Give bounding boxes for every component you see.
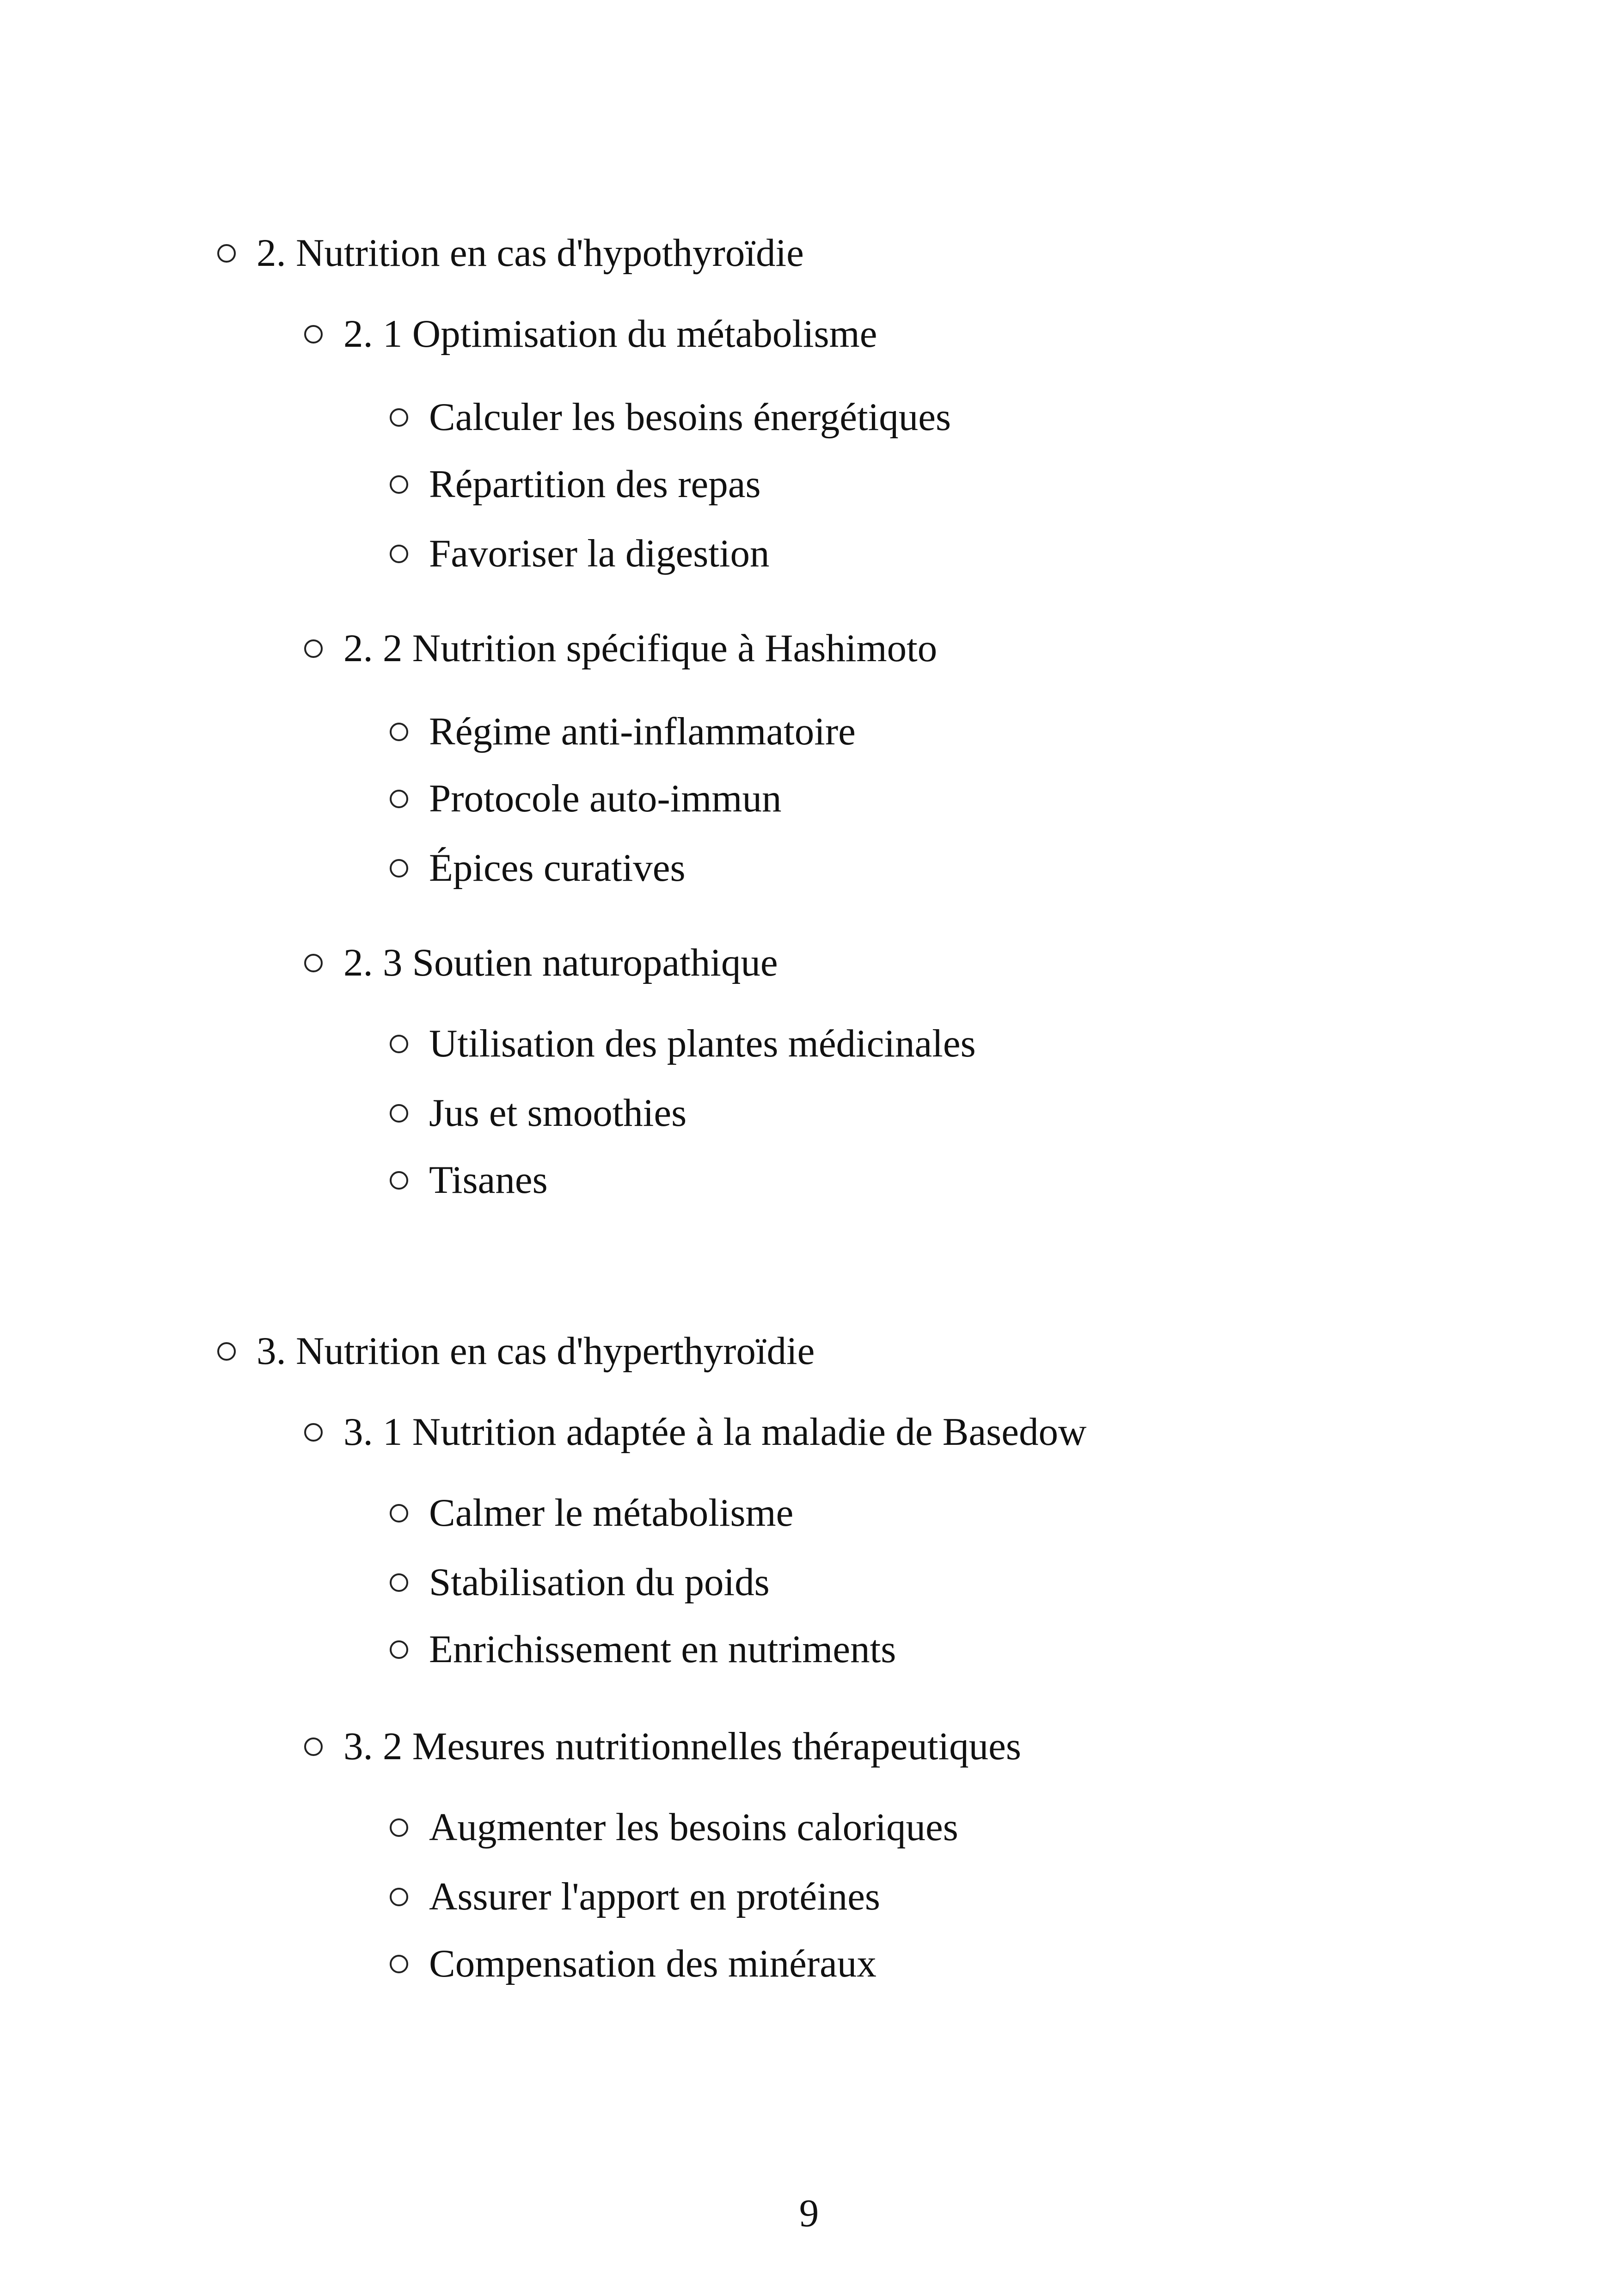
outline-item-text: Tisanes (429, 1158, 548, 1202)
circle-bullet-icon (390, 859, 408, 878)
circle-bullet-icon (390, 1104, 408, 1123)
outline-item-text: Épices curatives (429, 846, 686, 890)
subsection-title: 2. 3 Soutien naturopathique (343, 941, 778, 984)
outline-item-level2 (304, 314, 877, 354)
circle-bullet-icon (217, 1342, 236, 1361)
outline-item-text: Répartition des repas (429, 462, 761, 506)
outline-item-level3 (390, 395, 951, 439)
outline-item-level3 (390, 534, 770, 573)
circle-bullet-icon (390, 475, 408, 494)
outline-item-level3 (390, 848, 686, 888)
outline-item-level3 (390, 1560, 770, 1604)
subsection-title: 3. 2 Mesures nutritionnelles thérapeutiques (343, 1725, 1021, 1768)
outline-item-text: Enrichissement en nutriments (429, 1627, 896, 1671)
outline-item-text: Calmer le métabolisme (429, 1491, 794, 1535)
outline-item-level3 (390, 779, 782, 818)
outline-item-level3 (390, 462, 761, 506)
circle-bullet-icon (390, 545, 408, 563)
circle-bullet-icon (390, 723, 408, 741)
outline-item-level3 (390, 1627, 896, 1671)
outline-item-text: Augmenter les besoins caloriques (429, 1805, 958, 1849)
outline-item-level3 (390, 1093, 686, 1133)
circle-bullet-icon (390, 1640, 408, 1659)
outline-item-text: Calculer les besoins énergétiques (429, 395, 951, 439)
circle-bullet-icon (217, 244, 236, 263)
outline-item-level1 (217, 233, 804, 273)
subsection-title: 2. 2 Nutrition spécifique à Hashimoto (343, 626, 938, 670)
circle-bullet-icon (390, 1573, 408, 1592)
outline-item-level3 (390, 1024, 976, 1063)
circle-bullet-icon (304, 1737, 323, 1756)
subsection-title: 3. 1 Nutrition adaptée à la maladie de Basedow (343, 1410, 1087, 1454)
circle-bullet-icon (390, 1888, 408, 1906)
circle-bullet-icon (304, 639, 323, 658)
circle-bullet-icon (304, 325, 323, 344)
outline-item-level3 (390, 712, 856, 751)
outline-item-text: Régime anti-inflammatoire (429, 710, 856, 753)
outline-item-text: Assurer l'apport en protéines (429, 1875, 881, 1918)
section-title: 2. Nutrition en cas d'hypothyroïdie (257, 231, 804, 275)
outline-item-level3 (390, 1877, 880, 1916)
circle-bullet-icon (390, 408, 408, 427)
circle-bullet-icon (304, 954, 323, 972)
outline-item-level3 (390, 1944, 876, 1983)
outline-item-level2 (304, 943, 778, 982)
circle-bullet-icon (390, 1504, 408, 1522)
outline-item-level1 (217, 1329, 815, 1373)
outline-item-level2 (304, 626, 938, 670)
circle-bullet-icon (390, 1955, 408, 1973)
outline-item-text: Utilisation des plantes médicinales (429, 1022, 976, 1065)
outline-item-text: Compensation des minéraux (429, 1942, 876, 1985)
outline-item-level2 (304, 1412, 1086, 1452)
subsection-title: 2. 1 Optimisation du métabolisme (343, 312, 877, 356)
circle-bullet-icon (390, 790, 408, 808)
outline-item-level3 (390, 1805, 958, 1849)
circle-bullet-icon (390, 1818, 408, 1837)
outline-item-level2 (304, 1727, 1021, 1766)
circle-bullet-icon (304, 1423, 323, 1442)
outline-item-text: Favoriser la digestion (429, 532, 770, 575)
circle-bullet-icon (390, 1035, 408, 1053)
outline-item-text: Jus et smoothies (429, 1091, 687, 1135)
outline-item-text: Stabilisation du poids (429, 1560, 770, 1604)
section-title: 3. Nutrition en cas d'hyperthyroïdie (257, 1329, 815, 1373)
outline-item-level3 (390, 1160, 548, 1200)
page-number: 9 (799, 2192, 819, 2235)
outline-item-level3 (390, 1493, 793, 1533)
circle-bullet-icon (390, 1171, 408, 1190)
outline-item-text: Protocole auto-immun (429, 777, 782, 820)
